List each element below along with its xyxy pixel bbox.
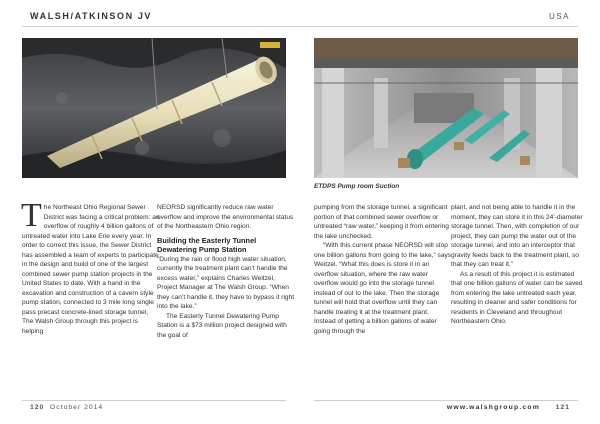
pump-room-render <box>314 38 578 178</box>
tunnel-pipe-photo <box>22 38 286 178</box>
article-paragraph: As a result of this project it is estimated that one billion gallons of water can be saved from entering the lake untreated each year, resulting in cleaner and safer conditions for residents in Cleveland and throughout Northeastern Ohio. <box>451 270 583 325</box>
article-paragraph: The Easterly Tunnel Dewatering Pump Station is a $73 million project designed with the goal of <box>157 312 287 339</box>
article-paragraph <box>21 197 160 336</box>
website-url: www.walshgroup.com <box>446 404 540 411</box>
article-paragraph: plant, and not being able to handle it in the moment, they can store it in this 24’-diameter storage tunnel. Then, with completion of our project, they can pump the water out of the storage tunnel, and into an interceptor that gravity feeds back to the treatment plant, so that they can treat it.” <box>451 204 583 268</box>
footer-divider-left <box>22 400 286 401</box>
photo-caption: ETDPS Pump room Suction <box>314 183 400 190</box>
section-subhead: Building the Easterly Tunnel Dewatering Pump Station <box>157 235 257 254</box>
article-paragraph: pumping from the storage tunnel, a significant portion of that combined sewer overflow or untreated “raw water,” keeping it from entering the lake unchecked. <box>314 204 449 240</box>
pump-room-illustration <box>314 38 578 178</box>
article-paragraph: NEORSD significantly reduce raw water overflow and improve the environmental status of the Northeastern Ohio region. <box>157 204 294 230</box>
header-country: USA <box>549 12 570 21</box>
page-number-left: 120 <box>30 404 45 411</box>
header-divider <box>22 26 578 27</box>
page-number-right: 121 <box>555 404 570 411</box>
issue-date: October 2014 <box>50 404 104 411</box>
article-text: he Northeast Ohio Regional Sewer District was facing a critical problem: an overflow of roughly 4 billion gallons of untreated water into Lake Erie every year. In order to correct this issue, the Sewer District has assembled a team of experts to participate in the design and build of one of the largest combined sewer pump station projects in the United States to date. With a hand in the excavation and construction of a cavern style pump station, connected to 3 mile long single pass precast concrete-lined storage tunnel, The Walsh Group through this project is helping <box>22 204 160 335</box>
header-brand: WALSH/ATKINSON JV <box>30 11 153 21</box>
article-paragraph: “During the rain or flood high water situation, currently the treatment plant can’t handle the excess water,” explains Charles Weitzel, Project Manager at The Walsh Group. “When they can’t handle it, they have to bypass it right into the lake.” <box>157 255 295 310</box>
tunnel-pipe-illustration <box>22 38 286 178</box>
article-column-3 <box>314 203 452 336</box>
footer-divider-right <box>314 400 578 401</box>
article-paragraph: “With this current phase NEORSD will stop one billion gallons from going to the lake,” says Weitzel. “What this does is store it in an overflow situation, where the raw water overflow would go into the storage tunnel instead of out to the lake. Then the storage tunnel will hold that overflow until they can handle treating it at the treatment plant. Instead of getting a billion gallons of water going through the <box>314 242 452 335</box>
article-column-2 <box>157 203 295 340</box>
drop-cap: T <box>21 197 42 234</box>
article-column-1 <box>21 197 160 336</box>
article-column-4 <box>451 203 583 327</box>
